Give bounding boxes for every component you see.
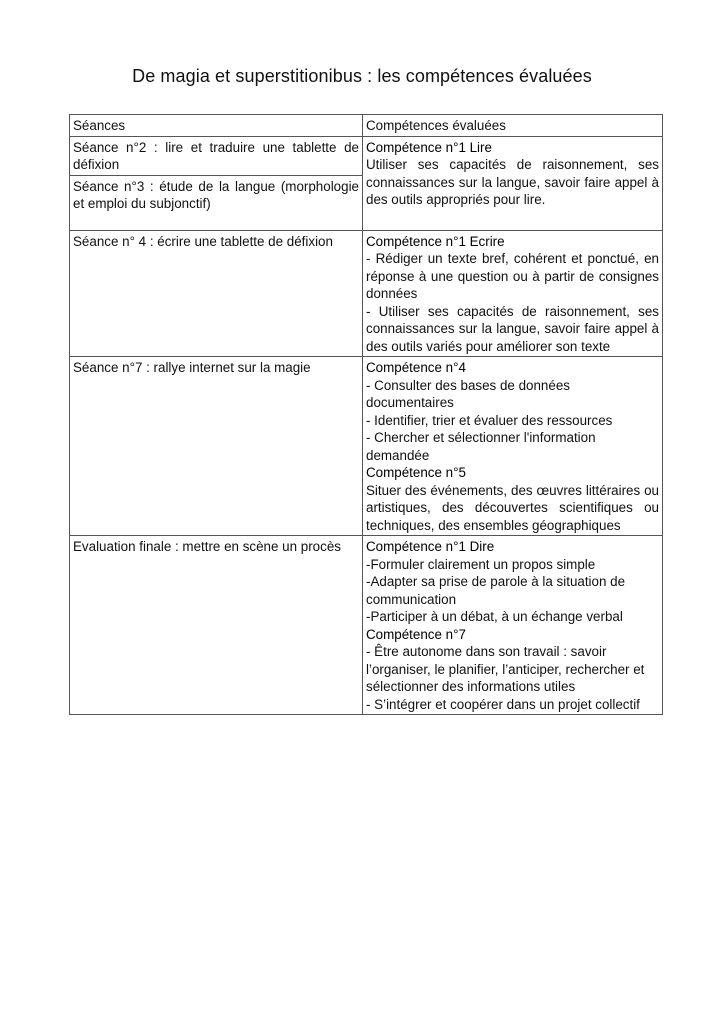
seance-cell: Séance n°7 : rallye internet sur la magie — [70, 357, 363, 536]
seance-cell: Séance n°2 : lire et traduire une tablette de défixion — [70, 136, 363, 175]
competence-heading: Compétence n°4 — [366, 360, 466, 375]
competence-line: - Être autonome dans son travail : savoir l’organiser, le planifier, l’anticiper, rechercher et sélectionner des informations utiles — [366, 644, 645, 694]
competence-cell — [363, 136, 663, 230]
page-title: De magia et superstitionibus : les compétences évaluées — [132, 66, 592, 86]
seance-cell: Séance n° 4 : écrire une tablette de défixion — [70, 230, 363, 357]
table-row — [70, 357, 663, 536]
table-row — [70, 536, 663, 715]
competence-heading: Compétence n°7 — [366, 626, 466, 642]
table-header-row — [70, 115, 663, 137]
competence-line: - Rédiger un texte bref, cohérent et ponctué, en réponse à une question ou à partir de consignes données — [366, 251, 659, 301]
competence-line: - Chercher et sélectionner l'information demandée — [366, 430, 596, 463]
competence-line: - Identifier, trier et évaluer des ressources — [366, 412, 613, 428]
competence-line: - Utiliser ses capacités de raisonnement, ses connaissances sur la langue, savoir faire appel à des outils variés pour améliorer son texte — [366, 303, 659, 354]
competence-line: - S’intégrer et coopérer dans un projet collectif — [366, 696, 640, 712]
competence-heading: Compétence n°1 Dire — [366, 539, 495, 554]
header-competences: Compétences évaluées — [363, 115, 663, 137]
competence-line: Utiliser ses capacités de raisonnement, ses connaissances sur la langue, savoir faire appel à des outils appropriés pour lire. — [366, 157, 659, 207]
competence-line: - Consulter des bases de données documentaires — [366, 377, 570, 410]
competence-line: Situer des événements, des œuvres littéraires ou artistiques, des découvertes scientifiques ou techniques, des ensembles géographiques — [366, 482, 659, 533]
competences-table — [69, 114, 663, 715]
competence-cell — [363, 357, 663, 536]
table-row — [70, 230, 663, 357]
competence-cell — [363, 536, 663, 715]
seance-cell: Séance n°3 : étude de la langue (morphologie et emploi du subjonctif) — [70, 175, 363, 230]
header-seances: Séances — [70, 115, 363, 137]
competence-heading: Compétence n°1 Lire — [366, 139, 492, 155]
table-row — [70, 136, 663, 175]
competence-cell — [363, 230, 663, 357]
competence-line: -Formuler clairement un propos simple — [366, 556, 596, 572]
competence-line: -Adapter sa prise de parole à la situation de communication — [366, 574, 626, 607]
competence-heading: Compétence n°1 Ecrire — [366, 233, 505, 249]
seance-cell: Evaluation finale : mettre en scène un procès — [70, 536, 363, 715]
competence-line: -Participer à un débat, à un échange verbal — [366, 609, 623, 624]
competence-heading: Compétence n°5 — [366, 465, 466, 480]
